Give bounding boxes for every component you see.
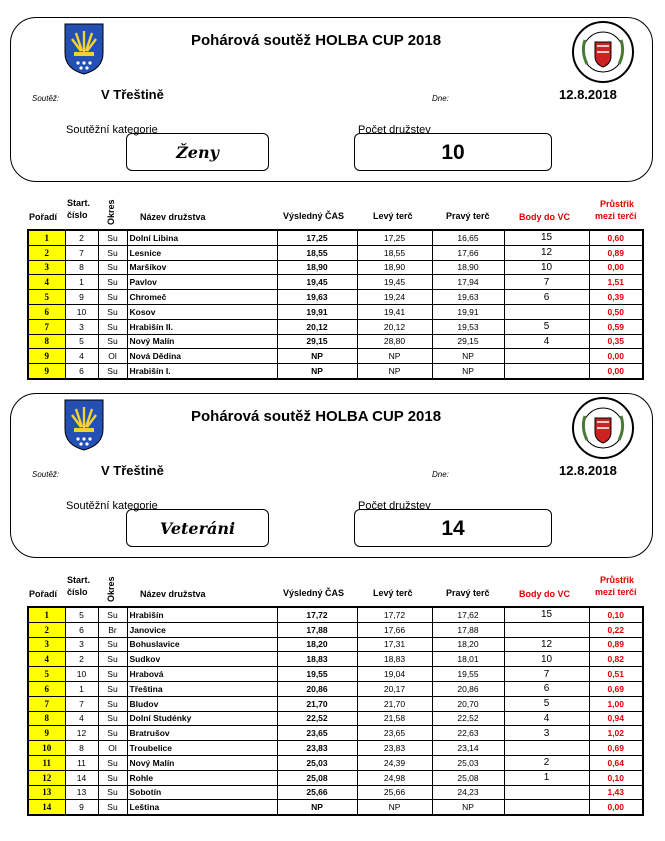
district-cell: Su [98,275,127,290]
start-number-cell: 7 [65,245,98,260]
target-gap-cell: 0,10 [589,607,643,622]
right-target-cell: 29,15 [432,334,504,349]
cup-points-cell: 7 [504,275,589,290]
col-header-nazev: Název družstva [140,212,206,222]
final-time-cell: 20,86 [277,681,357,696]
col-header-levy: Levý terč [373,588,413,598]
team-name-cell: Dolní Studénky [127,711,277,726]
col-header-okres: Okres [106,576,116,602]
district-cell: Su [98,304,127,319]
start-number-cell: 5 [65,607,98,622]
competition-date: 12.8.2018 [559,463,617,478]
table-row [28,260,643,275]
right-target-cell: 22,63 [432,726,504,741]
col-header-poradi: Pořadí [29,589,58,599]
competition-place: V Třeštině [101,87,164,102]
cup-points-cell: 15 [504,230,589,245]
cup-points-cell: 1 [504,770,589,785]
left-target-cell: 21,70 [357,696,432,711]
team-name-cell: Hrabišín II. [127,319,277,334]
district-cell: Su [98,319,127,334]
final-time-cell: 23,83 [277,741,357,756]
district-cell: Su [98,696,127,711]
cup-points-cell [504,349,589,364]
right-target-cell: 25,08 [432,770,504,785]
cup-points-cell [504,364,589,379]
start-number-cell: 4 [65,349,98,364]
left-target-cell: NP [357,800,432,815]
table-row [28,637,643,652]
left-target-cell: 23,65 [357,726,432,741]
left-target-cell: 19,24 [357,290,432,305]
right-target-cell: 17,88 [432,622,504,637]
team-name-cell: Kosov [127,304,277,319]
table-row [28,741,643,756]
target-gap-cell: 0,22 [589,622,643,637]
final-time-cell: 17,25 [277,230,357,245]
start-number-cell: 1 [65,681,98,696]
team-name-cell: Hrabová [127,667,277,682]
cup-points-cell: 6 [504,290,589,305]
table-row [28,304,643,319]
competition-date: 12.8.2018 [559,87,617,102]
rank-cell: 1 [28,607,65,622]
target-gap-cell: 0,50 [589,304,643,319]
rank-cell: 9 [28,349,65,364]
final-time-cell: 22,52 [277,711,357,726]
table-row [28,696,643,711]
district-cell: Su [98,785,127,800]
col-header-body: Body do VC [519,589,570,599]
team-name-cell: Bohuslavice [127,637,277,652]
cup-points-cell: 2 [504,755,589,770]
start-number-cell: 10 [65,304,98,319]
rank-cell: 9 [28,726,65,741]
cup-points-cell: 12 [504,245,589,260]
start-number-cell: 13 [65,785,98,800]
cup-points-cell: 6 [504,681,589,696]
target-gap-cell: 0,51 [589,667,643,682]
table-row [28,755,643,770]
table-row [28,652,643,667]
left-target-cell: 17,31 [357,637,432,652]
team-name-cell: Nový Malín [127,755,277,770]
left-target-cell: 18,55 [357,245,432,260]
district-cell: Su [98,652,127,667]
competition-header-panel [10,17,653,182]
results-table [27,606,644,816]
target-gap-cell: 0,35 [589,334,643,349]
left-target-cell: NP [357,364,432,379]
final-time-cell: 17,72 [277,607,357,622]
final-time-cell: 19,63 [277,290,357,305]
team-count-box: 10 [354,133,552,171]
table-row [28,785,643,800]
rank-cell: 3 [28,637,65,652]
competition-title: Pohárová soutěž HOLBA CUP 2018 [191,408,442,425]
cup-points-cell [504,800,589,815]
district-cell: Su [98,726,127,741]
table-row [28,667,643,682]
cup-points-cell: 7 [504,667,589,682]
rank-cell: 8 [28,711,65,726]
cup-points-cell: 4 [504,711,589,726]
rank-cell: 5 [28,290,65,305]
target-gap-cell: 0,60 [589,230,643,245]
table-row [28,364,643,379]
target-gap-cell: 1,02 [589,726,643,741]
cup-points-cell: 10 [504,260,589,275]
col-header-prustrik-2: mezi terči [595,211,637,221]
team-name-cell: Lesnice [127,245,277,260]
start-number-cell: 8 [65,260,98,275]
right-target-cell: 18,20 [432,637,504,652]
right-target-cell: NP [432,800,504,815]
team-name-cell: Sudkov [127,652,277,667]
district-cell: Su [98,290,127,305]
rank-cell: 2 [28,622,65,637]
district-cell: Su [98,770,127,785]
team-name-cell: Bludov [127,696,277,711]
team-name-cell: Pavlov [127,275,277,290]
right-target-cell: 20,70 [432,696,504,711]
start-number-cell: 10 [65,667,98,682]
rank-cell: 9 [28,364,65,379]
right-target-cell: NP [432,349,504,364]
left-target-cell: 24,39 [357,755,432,770]
final-time-cell: NP [277,349,357,364]
final-time-cell: NP [277,364,357,379]
right-target-cell: 24,23 [432,785,504,800]
start-number-cell: 9 [65,290,98,305]
category-caption: Soutěžní kategorie [66,124,158,136]
col-header-start-2: číslo [67,587,88,597]
final-time-cell: 25,08 [277,770,357,785]
target-gap-cell: 0,69 [589,741,643,756]
cup-points-cell [504,622,589,637]
team-name-cell: Hrabišín I. [127,364,277,379]
cup-points-cell: 5 [504,696,589,711]
cup-points-cell: 12 [504,637,589,652]
start-number-cell: 8 [65,741,98,756]
team-name-cell: Dolní Libina [127,230,277,245]
competition-title: Pohárová soutěž HOLBA CUP 2018 [191,32,442,49]
team-name-cell: Troubelice [127,741,277,756]
table-row [28,290,643,305]
table-row [28,770,643,785]
soutez-label: Soutěž: [32,94,60,103]
team-name-cell: Hrabišín [127,607,277,622]
col-header-body: Body do VC [519,212,570,222]
left-target-cell: 19,04 [357,667,432,682]
rank-cell: 3 [28,260,65,275]
target-gap-cell: 0,39 [589,290,643,305]
dne-label: Dne: [432,470,449,479]
cup-points-cell: 15 [504,607,589,622]
start-number-cell: 3 [65,637,98,652]
town-crest-icon [64,23,104,75]
rank-cell: 5 [28,667,65,682]
left-target-cell: 25,66 [357,785,432,800]
final-time-cell: 23,65 [277,726,357,741]
cup-points-cell: 3 [504,726,589,741]
start-number-cell: 3 [65,319,98,334]
target-gap-cell: 0,94 [589,711,643,726]
target-gap-cell: 0,82 [589,652,643,667]
town-crest-icon [64,399,104,451]
cup-points-cell [504,785,589,800]
district-cell: Su [98,637,127,652]
target-gap-cell: 1,00 [589,696,643,711]
soutez-label: Soutěž: [32,470,60,479]
rank-cell: 10 [28,741,65,756]
final-time-cell: 18,55 [277,245,357,260]
final-time-cell: 25,66 [277,785,357,800]
start-number-cell: 6 [65,622,98,637]
right-target-cell: 19,91 [432,304,504,319]
start-number-cell: 14 [65,770,98,785]
right-target-cell: 20,86 [432,681,504,696]
start-number-cell: 1 [65,275,98,290]
final-time-cell: 18,20 [277,637,357,652]
left-target-cell: 28,80 [357,334,432,349]
left-target-cell: 17,72 [357,607,432,622]
col-header-pravy: Pravý terč [446,588,490,598]
district-cell: Su [98,230,127,245]
district-cell: Su [98,607,127,622]
cup-points-cell [504,304,589,319]
final-time-cell: 19,91 [277,304,357,319]
left-target-cell: 24,98 [357,770,432,785]
target-gap-cell: 0,10 [589,770,643,785]
cup-points-cell: 4 [504,334,589,349]
table-row [28,622,643,637]
col-header-start-1: Start. [67,198,91,208]
rank-cell: 8 [28,334,65,349]
dne-label: Dne: [432,94,449,103]
left-target-cell: 20,17 [357,681,432,696]
district-cell: Br [98,622,127,637]
table-row [28,711,643,726]
col-header-start-1: Start. [67,575,91,585]
rank-cell: 4 [28,275,65,290]
left-target-cell: 17,66 [357,622,432,637]
right-target-cell: 17,62 [432,607,504,622]
start-number-cell: 2 [65,230,98,245]
start-number-cell: 12 [65,726,98,741]
right-target-cell: 23,14 [432,741,504,756]
competition-place: V Třeštině [101,463,164,478]
table-row [28,349,643,364]
table-row [28,800,643,815]
table-row [28,726,643,741]
team-name-cell: Maršíkov [127,260,277,275]
district-cell: Ol [98,349,127,364]
target-gap-cell: 0,64 [589,755,643,770]
right-target-cell: 18,90 [432,260,504,275]
rank-cell: 11 [28,755,65,770]
left-target-cell: 18,90 [357,260,432,275]
final-time-cell: 29,15 [277,334,357,349]
col-header-nazev: Název družstva [140,589,206,599]
district-cell: Su [98,681,127,696]
team-name-cell: Janovice [127,622,277,637]
table-row [28,275,643,290]
table-row [28,245,643,260]
district-cell: Su [98,245,127,260]
left-target-cell: 23,83 [357,741,432,756]
rank-cell: 7 [28,319,65,334]
col-header-levy: Levý terč [373,211,413,221]
left-target-cell: 19,41 [357,304,432,319]
results-table [27,229,644,380]
final-time-cell: 18,83 [277,652,357,667]
target-gap-cell: 1,51 [589,275,643,290]
col-header-prustrik-2: mezi terči [595,587,637,597]
rank-cell: 6 [28,304,65,319]
right-target-cell: 19,55 [432,667,504,682]
right-target-cell: NP [432,364,504,379]
final-time-cell: 19,45 [277,275,357,290]
category-caption: Soutěžní kategorie [66,500,158,512]
fire-brigade-seal-icon [571,396,635,460]
left-target-cell: 19,45 [357,275,432,290]
col-header-okres: Okres [106,199,116,225]
right-target-cell: 19,63 [432,290,504,305]
left-target-cell: 21,58 [357,711,432,726]
team-name-cell: Nová Dědina [127,349,277,364]
col-header-prustrik-1: Průstřik [600,575,635,585]
target-gap-cell: 0,89 [589,637,643,652]
district-cell: Su [98,260,127,275]
table-row [28,230,643,245]
right-target-cell: 17,66 [432,245,504,260]
table-row [28,607,643,622]
target-gap-cell: 0,89 [589,245,643,260]
target-gap-cell: 0,00 [589,800,643,815]
category-box: Veteráni [126,509,269,547]
team-name-cell: Rohle [127,770,277,785]
start-number-cell: 6 [65,364,98,379]
start-number-cell: 4 [65,711,98,726]
right-target-cell: 16,65 [432,230,504,245]
target-gap-cell: 0,00 [589,260,643,275]
final-time-cell: 25,03 [277,755,357,770]
final-time-cell: 17,88 [277,622,357,637]
category-box: Ženy [126,133,269,171]
rank-cell: 12 [28,770,65,785]
team-name-cell: Chromeč [127,290,277,305]
district-cell: Su [98,800,127,815]
right-target-cell: 19,53 [432,319,504,334]
cup-points-cell: 10 [504,652,589,667]
district-cell: Su [98,755,127,770]
district-cell: Su [98,667,127,682]
target-gap-cell: 0,59 [589,319,643,334]
start-number-cell: 7 [65,696,98,711]
left-target-cell: 20,12 [357,319,432,334]
col-header-prustrik-1: Průstřik [600,199,635,209]
right-target-cell: 25,03 [432,755,504,770]
team-name-cell: Nový Malín [127,334,277,349]
target-gap-cell: 0,00 [589,364,643,379]
col-header-cas: Výsledný ČAS [283,211,345,221]
team-name-cell: Bratrušov [127,726,277,741]
district-cell: Ol [98,741,127,756]
count-caption: Počet družstev [358,500,431,512]
count-caption: Počet družstev [358,124,431,136]
final-time-cell: NP [277,800,357,815]
rank-cell: 4 [28,652,65,667]
col-header-poradi: Pořadí [29,212,58,222]
team-name-cell: Třeština [127,681,277,696]
rank-cell: 13 [28,785,65,800]
rank-cell: 1 [28,230,65,245]
final-time-cell: 21,70 [277,696,357,711]
fire-brigade-seal-icon [571,20,635,84]
district-cell: Su [98,711,127,726]
rank-cell: 14 [28,800,65,815]
team-name-cell: Sobotín [127,785,277,800]
rank-cell: 2 [28,245,65,260]
col-header-cas: Výsledný ČAS [283,588,345,598]
final-time-cell: 19,55 [277,667,357,682]
rank-cell: 6 [28,681,65,696]
left-target-cell: NP [357,349,432,364]
col-header-pravy: Pravý terč [446,211,490,221]
cup-points-cell: 5 [504,319,589,334]
right-target-cell: 17,94 [432,275,504,290]
right-target-cell: 18,01 [432,652,504,667]
start-number-cell: 9 [65,800,98,815]
competition-header-panel [10,393,653,558]
district-cell: Su [98,334,127,349]
right-target-cell: 22,52 [432,711,504,726]
target-gap-cell: 0,00 [589,349,643,364]
table-row [28,334,643,349]
table-row [28,681,643,696]
cup-points-cell [504,741,589,756]
target-gap-cell: 0,69 [589,681,643,696]
col-header-start-2: číslo [67,210,88,220]
target-gap-cell: 1,43 [589,785,643,800]
rank-cell: 7 [28,696,65,711]
start-number-cell: 2 [65,652,98,667]
left-target-cell: 17,25 [357,230,432,245]
team-count-box: 14 [354,509,552,547]
district-cell: Su [98,364,127,379]
left-target-cell: 18,83 [357,652,432,667]
start-number-cell: 5 [65,334,98,349]
start-number-cell: 11 [65,755,98,770]
team-name-cell: Leština [127,800,277,815]
table-row [28,319,643,334]
final-time-cell: 18,90 [277,260,357,275]
final-time-cell: 20,12 [277,319,357,334]
